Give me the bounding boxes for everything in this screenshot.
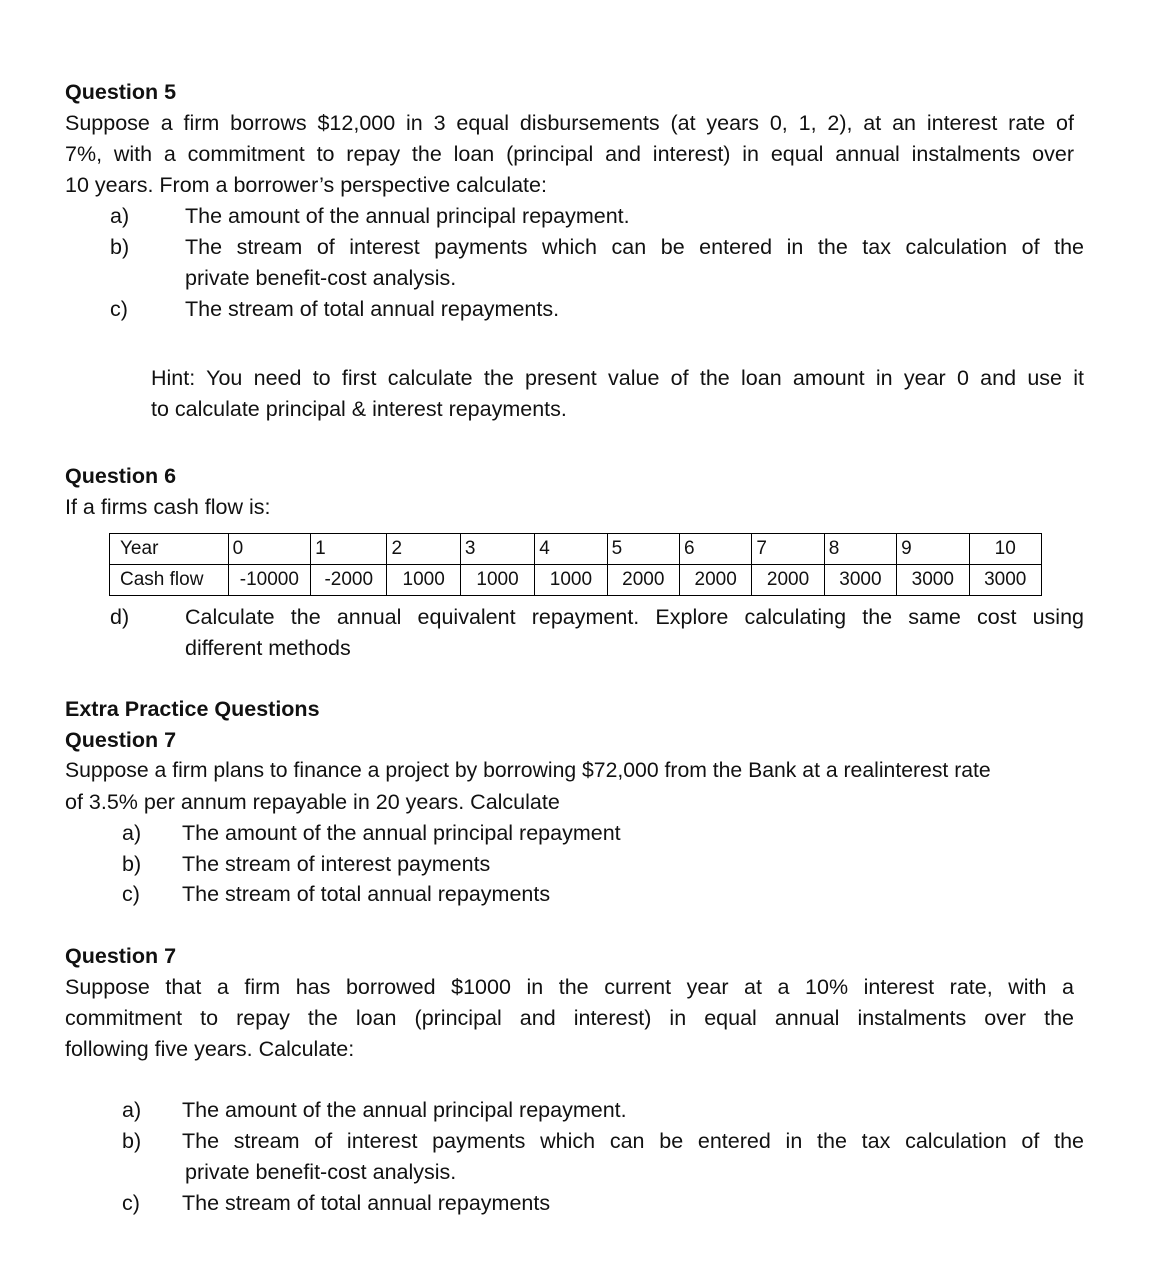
question-7b-b-text-2: private benefit-cost analysis. — [185, 1160, 457, 1184]
table-cell-year: 2 — [387, 534, 460, 565]
question-7-line-1: Suppose a firm plans to finance a project by borrowing $72,000 from the Bank at a realinterest rate — [65, 759, 991, 782]
table-cell-cash-flow: 3000 — [824, 565, 896, 596]
question-7-b-label: b) — [122, 852, 142, 876]
question-5-title: Question 5 — [65, 80, 177, 104]
table-cell-cash-flow: 2000 — [607, 565, 679, 596]
question-7-b-text: The stream of interest payments — [182, 852, 491, 876]
table-cell-cash-flow-label: Cash flow — [110, 565, 229, 596]
table-cell-year: 7 — [752, 534, 824, 565]
question-7b-title: Question 7 — [65, 944, 177, 968]
table-cell-year: 5 — [607, 534, 679, 565]
question-5-c-text: The stream of total annual repayments. — [185, 297, 560, 321]
question-7b-b-label: b) — [122, 1129, 142, 1153]
question-7-c-text: The stream of total annual repayments — [182, 882, 551, 906]
table-cell-year: 4 — [535, 534, 607, 565]
table-cell-year: 1 — [311, 534, 387, 565]
table-cell-cash-flow: -2000 — [311, 565, 387, 596]
table-cell-cash-flow: 3000 — [969, 565, 1042, 596]
table-cell-year: 8 — [824, 534, 896, 565]
question-6-d-label: d) — [110, 605, 130, 629]
table-cell-year: 6 — [680, 534, 752, 565]
question-7b-c-label: c) — [122, 1191, 140, 1215]
question-5-hint-line-1: Hint: You need to first calculate the present value of the loan amount in year 0 and use it — [151, 366, 1084, 390]
table-row-year — [110, 534, 1042, 565]
question-6-d-text-2: different methods — [185, 636, 351, 660]
table-cell-year: 3 — [460, 534, 534, 565]
table-cell-year-label: Year — [110, 534, 229, 565]
question-6-d-text-1: Calculate the annual equivalent repayment. Explore calculating the same cost using — [185, 605, 1084, 629]
question-5-hint-line-2: to calculate principal & interest repayments. — [151, 397, 567, 421]
question-7b-line-3: following five years. Calculate: — [65, 1037, 355, 1061]
question-7b-line-2: commitment to repay the loan (principal and interest) in equal annual instalments over the — [65, 1006, 1074, 1030]
question-7-line-2: of 3.5% per annum repayable in 20 years. Calculate — [65, 790, 560, 814]
question-7b-c-text: The stream of total annual repayments — [182, 1191, 551, 1215]
table-cell-cash-flow: 3000 — [897, 565, 969, 596]
table-cell-year: 9 — [897, 534, 969, 565]
table-cell-year: 0 — [228, 534, 310, 565]
table-cell-cash-flow: 2000 — [680, 565, 752, 596]
question-7b-a-label: a) — [122, 1098, 142, 1122]
table-cell-year: 10 — [969, 534, 1042, 565]
question-6-intro: If a firms cash flow is: — [65, 495, 271, 519]
extra-practice-heading: Extra Practice Questions — [65, 697, 320, 721]
question-5-b-text-1: The stream of interest payments which can be entered in the tax calculation of the — [185, 235, 1084, 259]
question-7-title: Question 7 — [65, 728, 177, 752]
question-7-c-label: c) — [122, 882, 140, 906]
question-5-a-text: The amount of the annual principal repayment. — [185, 204, 630, 228]
question-7b-line-1: Suppose that a firm has borrowed $1000 in the current year at a 10% interest rate, with a — [65, 975, 1074, 999]
cash-flow-table — [109, 533, 1042, 596]
table-cell-cash-flow: 2000 — [752, 565, 824, 596]
table-cell-cash-flow: 1000 — [460, 565, 534, 596]
question-5-b-label: b) — [110, 235, 130, 259]
table-cell-cash-flow: -10000 — [228, 565, 310, 596]
question-5-b-text-2: private benefit-cost analysis. — [185, 266, 457, 290]
question-7-a-text: The amount of the annual principal repayment — [182, 821, 621, 845]
question-7b-b-text-1: The stream of interest payments which can be entered in the tax calculation of the — [182, 1129, 1084, 1153]
table-row-cash-flow — [110, 565, 1042, 596]
question-5-line-1: Suppose a firm borrows $12,000 in 3 equal disbursements (at years 0, 1, 2), at an interest rate of — [65, 111, 1074, 135]
table-cell-cash-flow: 1000 — [387, 565, 460, 596]
question-7-a-label: a) — [122, 821, 142, 845]
question-5-c-label: c) — [110, 297, 128, 321]
question-6-title: Question 6 — [65, 464, 177, 488]
question-5-line-3: 10 years. From a borrower’s perspective calculate: — [65, 173, 547, 197]
table-cell-cash-flow: 1000 — [535, 565, 607, 596]
question-7b-a-text: The amount of the annual principal repayment. — [182, 1098, 627, 1122]
question-5-line-2: 7%, with a commitment to repay the loan (principal and interest) in equal annual instalments over — [65, 142, 1074, 166]
question-5-a-label: a) — [110, 204, 130, 228]
